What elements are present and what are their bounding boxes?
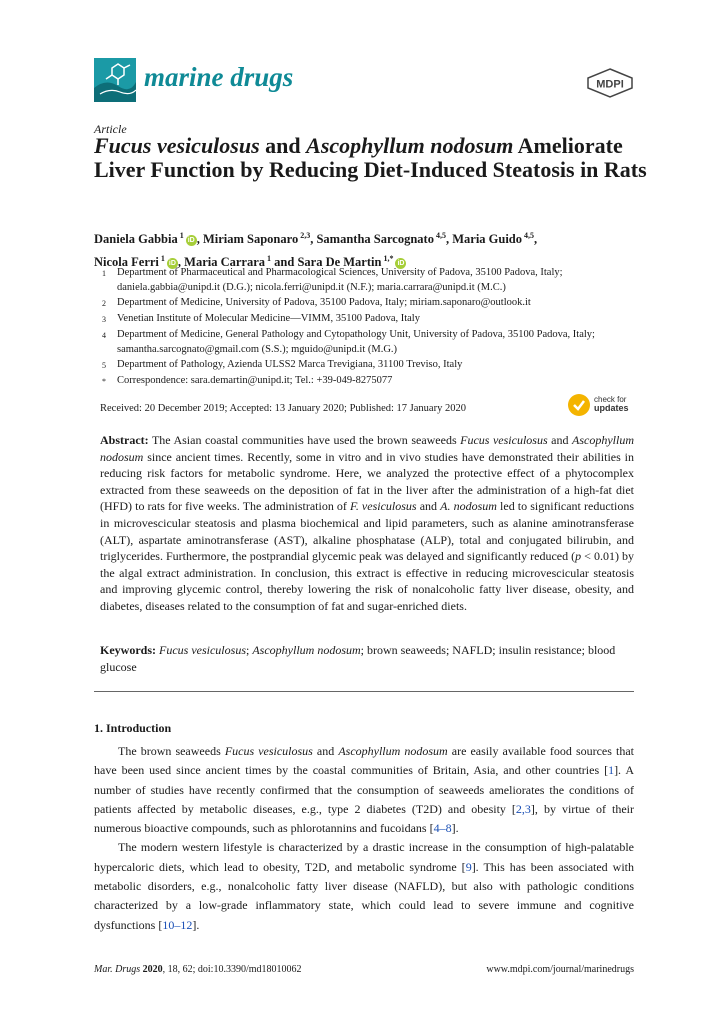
abstract-text: < 0.01) by the algal extract administration. In conclusion, this extract is effective in reducing microvescicular steatosis and improving glycemic control, thereby lowering the risk of nonalcoholic fatty liver disease, obesity, and diabetes, diseases related to the consumption of fat and sugar-enriched diets.: [100, 549, 634, 613]
affiliation-marker: 3: [102, 315, 106, 324]
citation-link[interactable]: 10–12: [162, 917, 193, 932]
author-affiliation-marker: 1: [267, 254, 272, 264]
author-separator: ,: [196, 232, 203, 247]
citation-link[interactable]: 1: [608, 763, 615, 778]
affiliation-marker: 5: [102, 361, 106, 370]
introduction-body: [94, 742, 634, 935]
footer-journal: Mar. Drugs: [94, 964, 141, 975]
author-name[interactable]: Daniela Gabbia: [94, 232, 178, 247]
mdpi-logo-icon: [586, 68, 634, 98]
affiliation-text: Venetian Institute of Molecular Medicine—VIMM, 35100 Padova, Italy: [117, 313, 420, 324]
paragraph: The brown seaweeds Fucus vesiculosus and Ascophyllum nodosum are easily available food sources that have been used since ancient times by the coastal communities of Britain, Asia, and other countries [1]. A number of studies have recently confirmed that the consumption of seaweeds ameliorates the conditions of patients affected by metabolic diseases, e.g., type 2 diabetes (T2D) and obesity [2,3], by virtue of their numerous bioactive compounds, such as phlorotannins and fucoidans [4–8].: [94, 744, 634, 836]
abstract-species: A. nodosum: [440, 499, 497, 514]
author-name[interactable]: Miriam Saponaro: [202, 232, 299, 247]
title-species-2: Ascophyllum nodosum: [306, 133, 514, 158]
affiliation-item: [94, 373, 654, 389]
citation-link[interactable]: 9: [465, 859, 472, 874]
abstract-text: since ancient times. Recently, some in vitro and in vivo studies have demonstrated their abilities in reducing risk factors for metabolic syndrome. Here, we analyzed the protective effect of a phytocomplex extracted from these seaweeds on the deposition of fat in the liver after the administration of a high-fat diet (HFD) to rats for five weeks. The administration of: [100, 449, 634, 514]
check-updates-icon: [568, 394, 590, 416]
citation-link[interactable]: 4–8: [433, 821, 452, 836]
abstract-text: and: [547, 433, 572, 447]
author-name[interactable]: Samantha Sarcognato: [316, 232, 434, 247]
abstract-species: Ascophyllum nodosum: [100, 433, 634, 464]
citation-link[interactable]: 2,3: [515, 801, 531, 816]
mdpi-logo-text: MDPI: [596, 78, 624, 91]
abstract-text: and: [416, 499, 441, 514]
affiliation-marker: 1: [102, 269, 106, 278]
title-rest: Ameliorate Liver Function by Reducing Diet-Induced Steatosis in Rats: [94, 133, 647, 182]
abstract-species: Fucus vesiculosus: [460, 433, 548, 447]
author-separator: ,: [310, 232, 317, 247]
abstract-label: Abstract:: [100, 433, 149, 447]
affiliation-text: Department of Medicine, General Pathology and Cytopathology Unit, University of Padova, 35100 Padova, Italy; samantha.sarcognato@gmail.com (S.S.); mguido@unipd.it (M.G.): [117, 329, 595, 355]
abstract-p-value: p: [575, 549, 582, 564]
check-updates-line1: check for: [594, 395, 627, 404]
check-updates-line2: updates: [594, 403, 629, 413]
affiliation-item: [94, 265, 654, 295]
abstract: [100, 432, 634, 615]
author-affiliation-marker: 4,5: [524, 231, 535, 240]
species-name: Fucus vesiculosus: [224, 744, 313, 758]
affiliation-text: Department of Pathology, Azienda ULSS2 Marca Trevigiana, 31100 Treviso, Italy: [117, 359, 463, 370]
orcid-icon[interactable]: iD: [168, 260, 176, 268]
affiliation-marker: 4: [102, 331, 106, 340]
species-name: Ascophyllum nodosum: [338, 744, 448, 758]
author-affiliation-marker: 1: [160, 254, 165, 264]
keywords: [100, 642, 634, 675]
paragraph: The modern western lifestyle is characterized by a drastic increase in the consumption of high-palatable hypercaloric diets, which lead to obesity, T2D, and metabolic syndrome [9]. This has been associated with metabolic disorders, e.g., nonalcoholic fatty liver disease (NAFLD), but also with pathologic conditions characterized by a low-grade inflammatory state, which could lead to severe immune and cognitive dysfunctions [10–12].: [94, 840, 634, 932]
footer-citation: [94, 964, 302, 975]
affiliation-text: Correspondence: sara.demartin@unipd.it; Tel.: +39-049-8275077: [117, 375, 393, 386]
abstract-text: The Asian coastal communities have used the brown seaweeds: [148, 433, 461, 447]
orcid-icon[interactable]: iD: [187, 237, 195, 245]
orcid-icon[interactable]: iD: [397, 260, 405, 268]
title-species-1: Fucus vesiculosus: [94, 133, 260, 158]
affiliation-text: Department of Pharmaceutical and Pharmacological Sciences, University of Padova, 35100 Padova, Italy; daniela.gabbia@unipd.it (D.G.); nicola.ferri@unipd.it (N.F.); maria.carrara@unipd.it (M.C.): [117, 267, 563, 293]
author-name[interactable]: Maria Carrara: [184, 255, 266, 270]
abstract-text: led to significant reductions in microvescicular steatosis and plasma biochemical and lipid parameters, such as alanine aminotransferase (ALT), aspartate aminotransferase (AST), alkaline phosphatase (ALP), total and conjugated bilirubin, and triglycerides. Furthermore, the postprandial glycemic peak was delayed and significantly reduced (: [100, 499, 634, 564]
title-conjunction: and: [259, 133, 307, 158]
check-for-updates-button[interactable]: [568, 392, 634, 418]
author-affiliation-marker: 1,*: [383, 254, 394, 264]
publication-dates: Received: 20 December 2019; Accepted: 13 January 2020; Published: 17 January 2020: [100, 403, 466, 414]
author-affiliation-marker: 1: [179, 231, 184, 240]
author-affiliation-marker: 2,3: [300, 231, 311, 240]
author-separator: ,: [445, 232, 453, 247]
affiliation-item: [94, 311, 654, 327]
author-name[interactable]: Maria Guido: [452, 232, 523, 247]
affiliation-item: [94, 295, 654, 311]
keyword-species: Ascophyllum nodosum: [252, 643, 361, 657]
footer-year: 2020: [142, 964, 163, 975]
keywords-label: Keywords:: [100, 643, 156, 657]
author-separator: ,: [534, 232, 538, 247]
article-title: [94, 134, 654, 182]
keyword-species: Fucus vesiculosus: [159, 643, 246, 657]
journal-logo-icon: [94, 58, 136, 102]
author-separator: and: [271, 255, 298, 270]
section-divider: [94, 691, 634, 692]
affiliation-marker: *: [102, 377, 106, 386]
affiliation-text: Department of Medicine, University of Padova, 35100 Padova, Italy; miriam.saponaro@outlook.it: [117, 297, 531, 308]
footer-doi: , 18, 62; doi:10.3390/md18010062: [162, 964, 302, 975]
article-type: Article: [94, 122, 127, 136]
author-name[interactable]: Sara De Martin: [297, 255, 382, 270]
keyword-rest: ; brown seaweeds; NAFLD; insulin resistance; blood glucose: [100, 643, 616, 674]
keyword-sep: ;: [245, 643, 253, 657]
abstract-species: F. vesiculosus: [350, 499, 417, 514]
affiliation-item: [94, 327, 654, 357]
author-name[interactable]: Nicola Ferri: [94, 255, 159, 270]
affiliation-list: [94, 265, 654, 389]
journal-header: [94, 58, 634, 104]
journal-name: marine drugs: [144, 62, 294, 92]
author-separator: ,: [177, 255, 185, 270]
footer-url[interactable]: www.mdpi.com/journal/marinedrugs: [486, 964, 634, 975]
author-affiliation-marker: 4,5: [435, 231, 446, 240]
affiliation-marker: 2: [102, 299, 106, 308]
affiliation-item: [94, 357, 654, 373]
section-heading-introduction: 1. Introduction: [94, 721, 172, 735]
